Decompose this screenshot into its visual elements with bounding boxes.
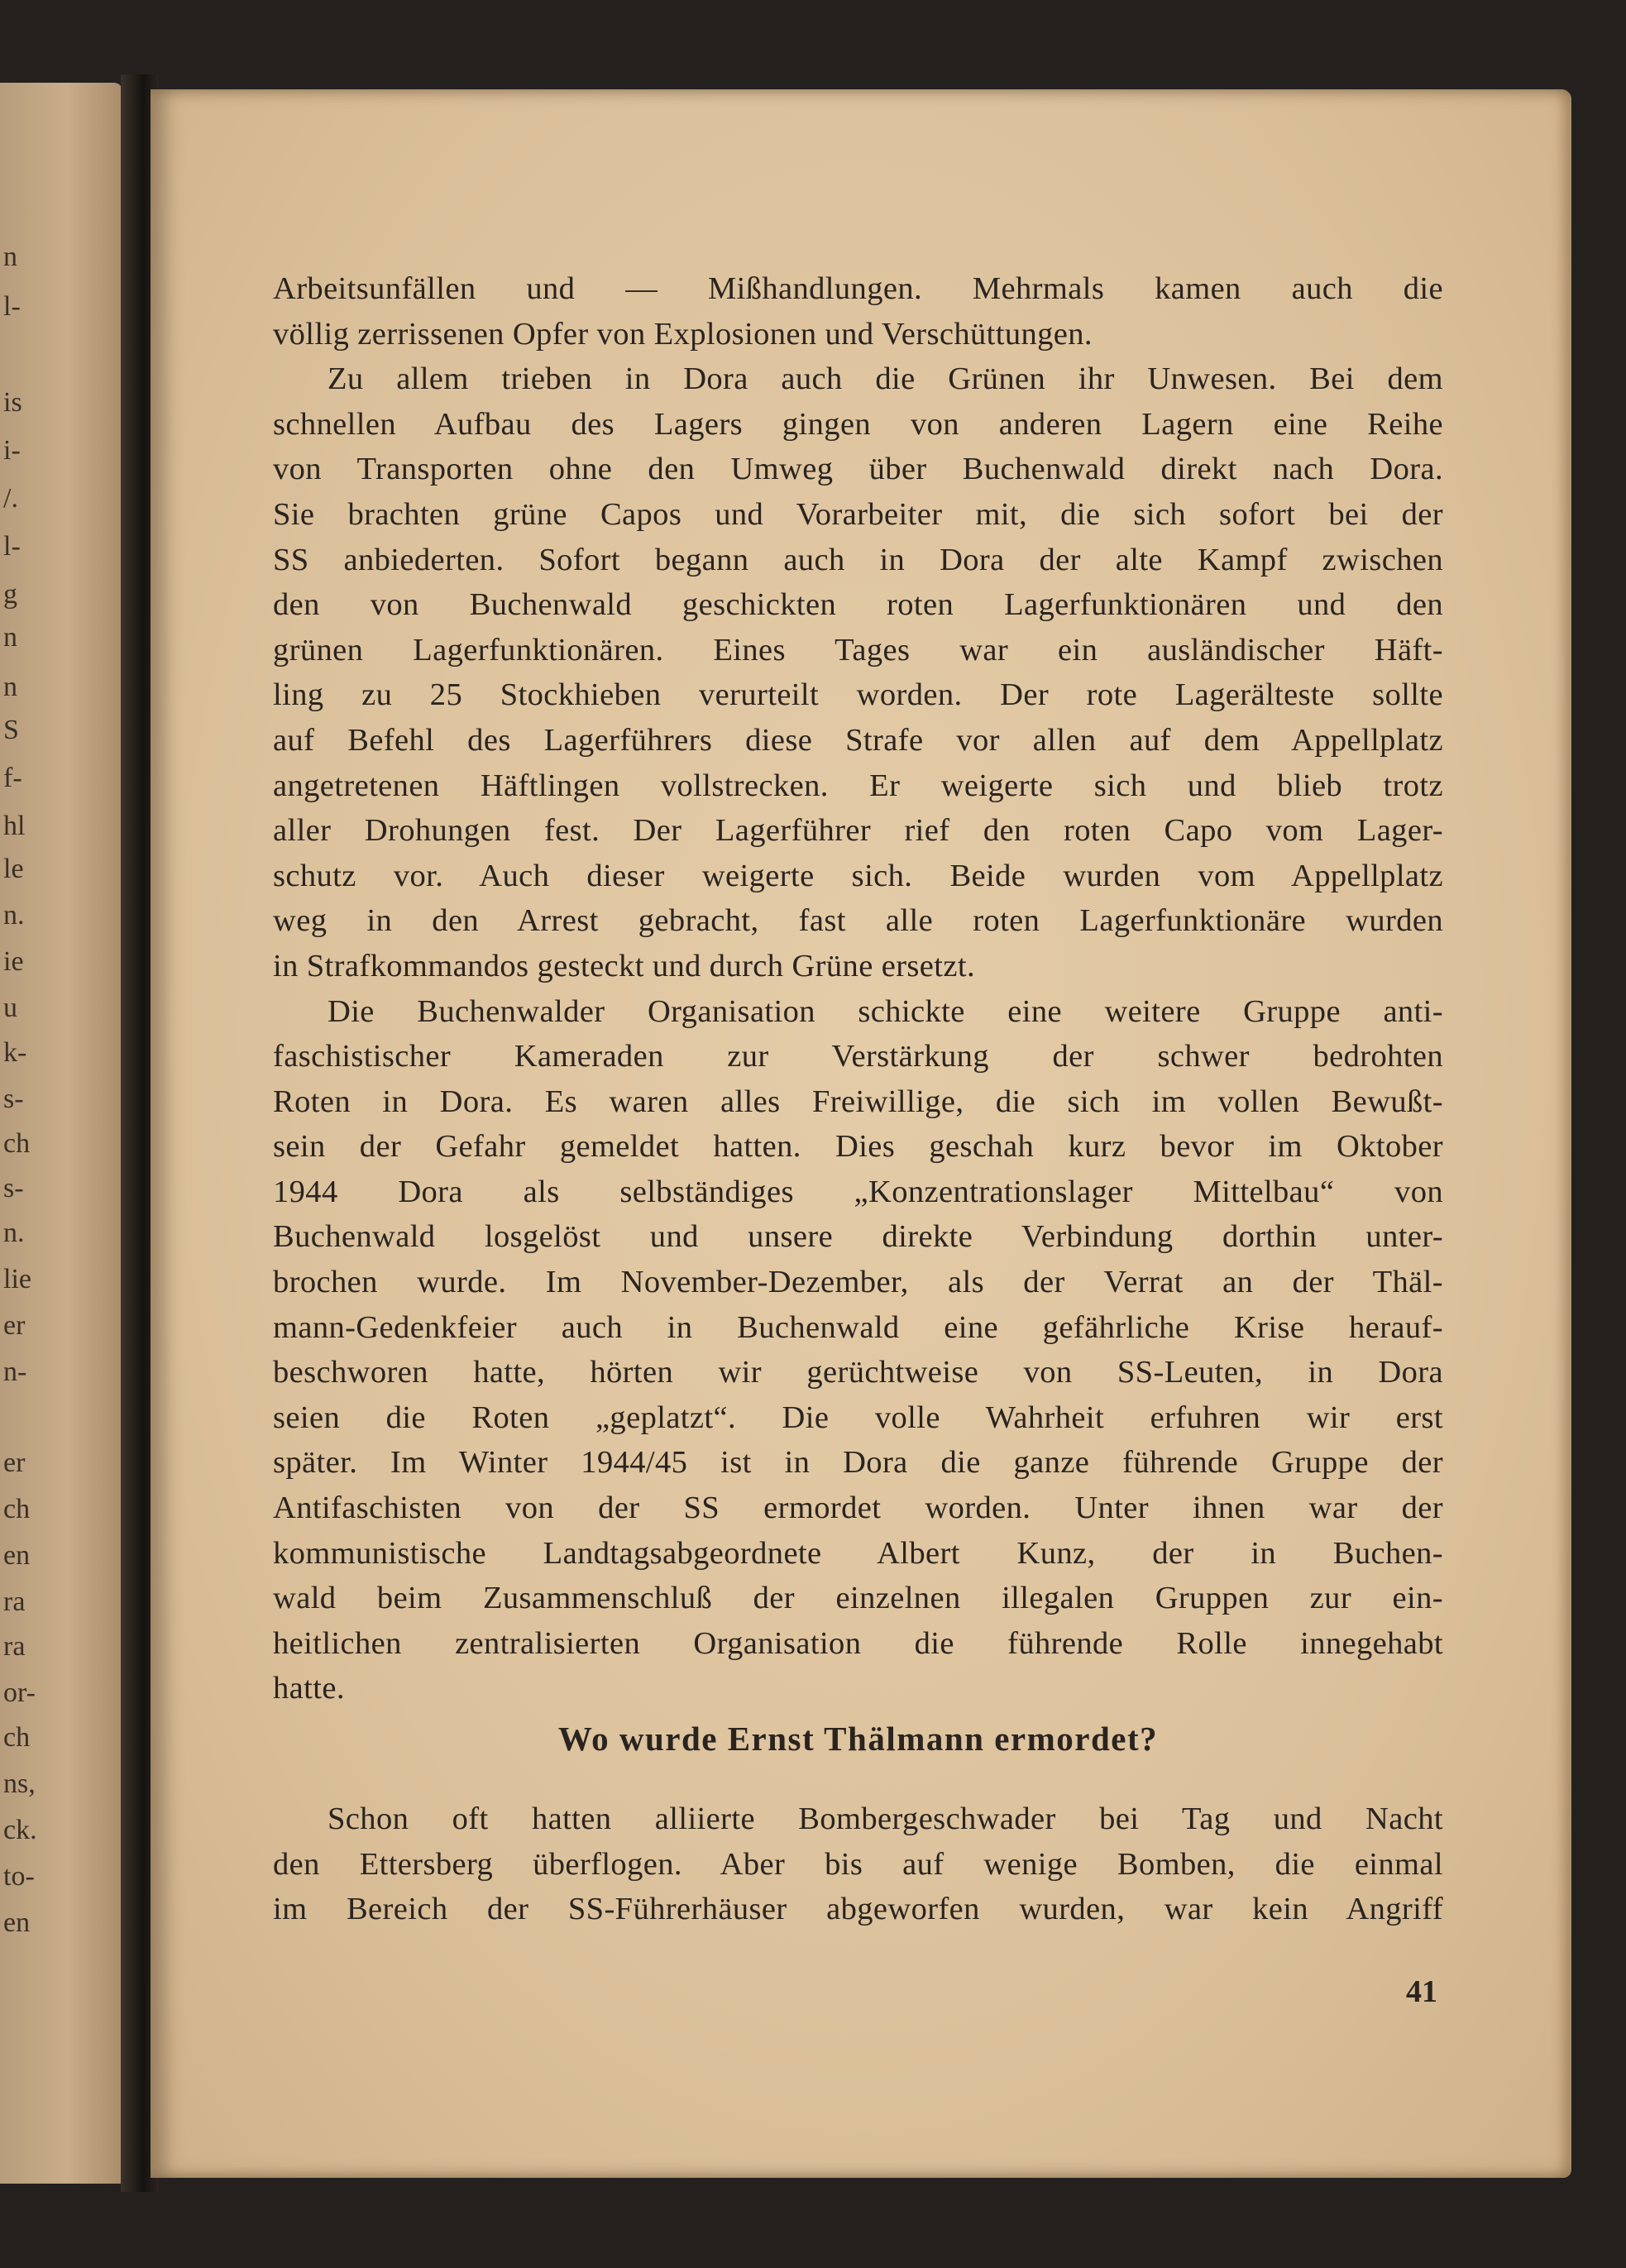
text-line: von Transporten ohne den Umweg über Buchenwald direkt nach Dora. [273, 452, 1443, 487]
text-line: weg in den Arrest gebracht, fast alle roten Lagerfunktionäre wurden [273, 903, 1443, 939]
text-line: ling zu 25 Stockhieben verurteilt worden. Der rote Lagerälteste sollte [273, 677, 1443, 713]
left-fragment: to- [3, 1861, 35, 1892]
text-line: wald beim Zusammenschluß der einzelnen illegalen Gruppen zur ein- [273, 1581, 1443, 1616]
left-fragment: k- [3, 1037, 27, 1068]
text-line: faschistischer Kameraden zur Verstärkung der schwer bedrohten [273, 1039, 1443, 1074]
left-fragment: n [3, 622, 17, 653]
text-line: Zu allem trieben in Dora auch die Grünen ihr Unwesen. Bei dem [328, 361, 1443, 397]
text-line: beschworen hatte, hörten wir gerüchtweise von SS-Leuten, in Dora [273, 1355, 1443, 1390]
left-fragment: n [3, 242, 17, 272]
left-fragment: i- [3, 435, 21, 466]
section-text [273, 1797, 1443, 1932]
left-fragment: n. [3, 900, 25, 931]
page-number: 41 [1406, 1974, 1437, 2009]
text-line: schnellen Aufbau des Lagers gingen von anderen Lagern eine Reihe [273, 406, 1443, 442]
paragraph-bombers [273, 1797, 1443, 1932]
text-line: auf Befehl des Lagerführers diese Strafe vor allen auf dem Appellplatz [273, 722, 1443, 758]
section-heading: Wo wurde Ernst Thälmann ermordet? [557, 1720, 1159, 1758]
text-line: Antifaschisten von der SS ermordet worden. Unter ihnen war der [273, 1490, 1443, 1526]
text-line: heitlichen zentralisierten Organisation die führende Rolle innegehabt [273, 1625, 1443, 1661]
left-fragment: or- [3, 1677, 36, 1708]
paragraph-buchenwald-organisation [273, 989, 1443, 1712]
text-line: Buchenwald losgelöst und unsere direkte Verbindung dorthin unter- [273, 1219, 1443, 1255]
text-line: 1944 Dora als selbständiges „Konzentrationslager Mittelbau“ von [273, 1174, 1443, 1209]
text-line: Schon oft hatten alliierte Bombergeschwader bei Tag und Nacht [328, 1801, 1443, 1836]
left-fragment: ns, [3, 1768, 36, 1799]
left-fragment: en [3, 1907, 31, 1938]
text-line: grünen Lagerfunktionären. Eines Tages war ein ausländischer Häft- [273, 632, 1443, 667]
text-line: Arbeitsunfällen und — Mißhandlungen. Mehrmals kamen auch die [273, 271, 1443, 306]
paragraph-dora-greens [273, 356, 1443, 988]
left-fragment: f- [3, 763, 22, 793]
text-line: später. Im Winter 1944/45 ist in Dora die ganze führende Gruppe der [273, 1445, 1443, 1481]
text-line: hatte. [273, 1671, 345, 1706]
left-fragment: ch [3, 1494, 31, 1524]
left-page-edge [0, 83, 122, 2184]
left-fragment: ie [3, 946, 24, 977]
text-line: den von Buchenwald geschickten roten Lagerfunktionären und den [273, 587, 1443, 623]
text-line: kommunistische Landtagsabgeordnete Albert Kunz, der in Buchen- [273, 1535, 1443, 1571]
text-line: Roten in Dora. Es waren alles Freiwillige, die sich im vollen Bewußt- [273, 1084, 1443, 1119]
text-line: in Strafkommandos gesteckt und durch Grüne ersetzt. [273, 948, 975, 983]
text-line: im Bereich der SS-Führerhäuser abgeworfen wurden, war kein Angriff [273, 1892, 1443, 1927]
text-line: sein der Gefahr gemeldet hatten. Dies geschah kurz bevor im Oktober [273, 1129, 1443, 1165]
text-line: angetretenen Häftlingen vollstrecken. Er weigerte sich und blieb trotz [273, 768, 1443, 803]
left-fragment: ch [3, 1128, 31, 1159]
text-line: SS anbiederten. Sofort begann auch in Dora der alte Kampf zwischen [273, 542, 1443, 577]
left-fragment: n- [3, 1356, 27, 1387]
left-fragment: hl [3, 811, 26, 841]
left-fragment: u [3, 993, 17, 1023]
left-fragment: l- [3, 291, 21, 322]
left-fragment: g [3, 579, 17, 610]
body-text [273, 266, 1443, 1711]
left-fragment: S [3, 715, 19, 745]
left-fragment: er [3, 1447, 26, 1478]
left-fragment: n. [3, 1218, 25, 1248]
text-line: völlig zerrissenen Opfer von Explosionen und Verschüttungen. [273, 316, 1093, 352]
text-line: den Ettersberg überflogen. Aber bis auf wenige Bomben, die einmal [273, 1846, 1443, 1882]
left-fragment: ck. [3, 1815, 37, 1845]
left-fragment: ra [3, 1586, 26, 1617]
text-line: Die Buchenwalder Organisation schickte eine weitere Gruppe anti- [328, 993, 1443, 1029]
left-fragment: en [3, 1540, 31, 1571]
text-line: brochen wurde. Im November-Dezember, als der Verrat an der Thäl- [273, 1265, 1443, 1300]
text-line: schutz vor. Auch dieser weigerte sich. Beide wurden vom Appellplatz [273, 858, 1443, 893]
text-line: aller Drohungen fest. Der Lagerführer rief den roten Capo vom Lager- [273, 813, 1443, 849]
paragraph-continued [273, 266, 1443, 356]
left-fragment: le [3, 854, 24, 884]
left-fragment: ra [3, 1631, 26, 1662]
left-fragment: ch [3, 1722, 31, 1753]
left-fragment: s- [3, 1084, 24, 1114]
left-fragment: l- [3, 531, 21, 562]
text-line: Sie brachten grüne Capos und Vorarbeiter mit, die sich sofort bei der [273, 496, 1443, 532]
text-line: seien die Roten „geplatzt“. Die volle Wahrheit erfuhren wir erst [273, 1400, 1443, 1435]
text-line: mann-Gedenkfeier auch in Buchenwald eine gefährliche Krise herauf- [273, 1309, 1443, 1345]
left-fragment: er [3, 1310, 26, 1341]
left-fragment: is [3, 387, 22, 418]
left-fragment: /. [3, 483, 18, 514]
left-fragment: lie [3, 1264, 31, 1294]
left-fragment: n [3, 672, 17, 702]
left-fragment: s- [3, 1173, 24, 1203]
